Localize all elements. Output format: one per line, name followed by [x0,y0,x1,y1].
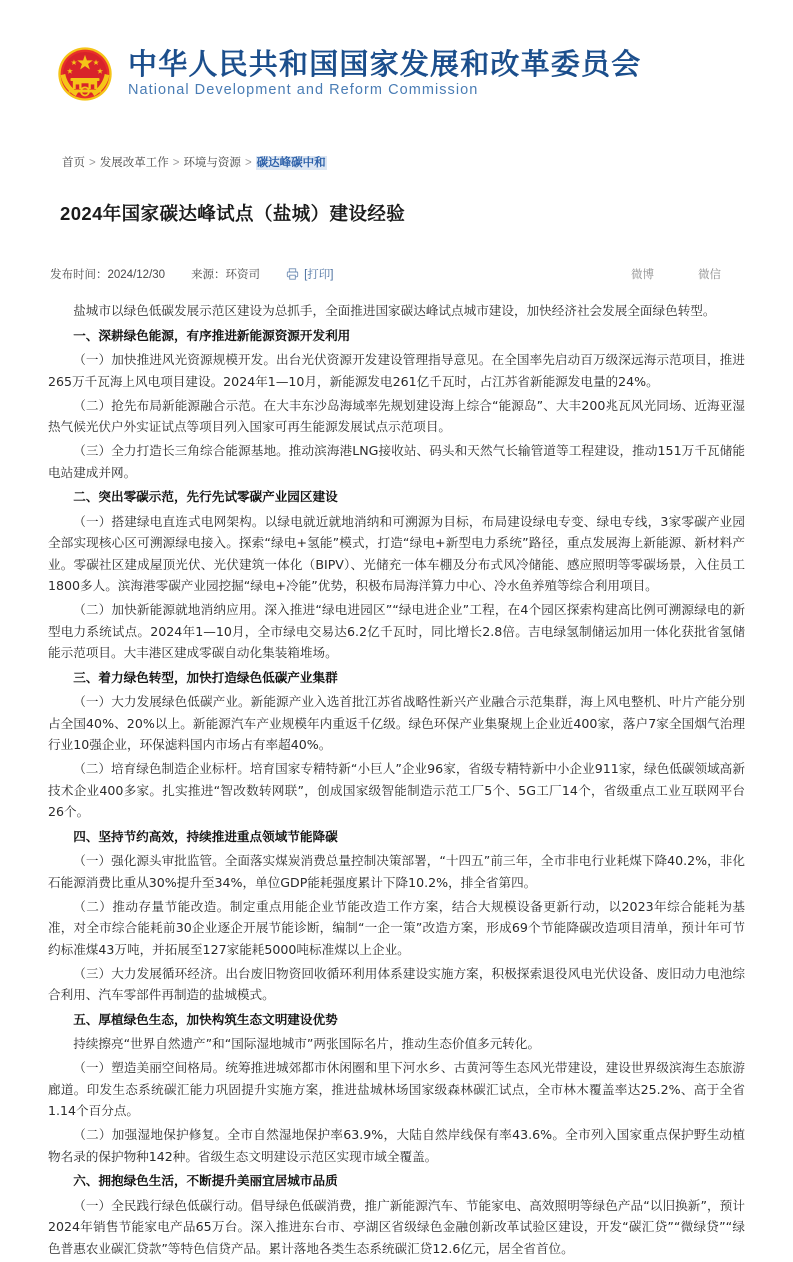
share-links [631,266,743,282]
paragraph: （一）强化源头审批监管。全面落实煤炭消费总量控制决策部署，“十四五”前三年，全市非电行业耗煤下降40.2%，非化石能源消费比重从30%提升至34%，单位GDP能耗强度累计下降10.2%，排全省第四。 [48,853,745,890]
paragraph: （一）塑造美丽空间格局。统筹推进城郊都市休闲圈和里下河水乡、古黄河等生态风光带建设，建设世界级滨海生态旅游廊道。印发生态系统碳汇能力巩固提升实施方案，推进盐城林场国家级森林碳汇试点，全市林木覆盖率达25.2%、高于全省1.14个百分点。 [48,1060,745,1118]
section-heading: 三、着力绿色转型，加快打造绿色低碳产业集群 [73,669,338,685]
section-heading: 六、拥抱绿色生活，不断提升美丽宜居城市品质 [73,1173,338,1188]
paragraph: （二）加快新能源就地消纳应用。深入推进“绿电进园区”“绿电进企业”工程，在4个园区探索构建高比例可溯源绿电的新型电力系统试点。2024年1—10月，全市绿电交易达6.2亿千瓦时，同比增长2.8倍。吉电绿氢制储运加用一体化获批省氢储能示范项目。大丰港区建成零碳自动化集装箱堆场。 [48,602,745,660]
org-name-en: National Development and Reform Commission [128,82,479,99]
breadcrumb-separator: > [172,157,180,169]
share-wechat[interactable]: 微信 [698,269,721,281]
content-wrapper [40,148,753,1259]
breadcrumb-item-3[interactable]: 碳达峰碳中和 [256,157,326,169]
paragraph: （二）抢先布局新能源融合示范。在大丰东沙岛海域率先规划建设海上综合“能源岛”、大丰200兆瓦风光同场、近海亚湿热气候光伏户外实证试点等项目列入国家可再生能源发展试点示范项目。 [48,397,745,434]
publish-time: 发布时间：2024/12/30 [50,269,166,281]
paragraph: （一）大力发展绿色低碳产业。新能源产业入选首批江苏省战略性新兴产业融合示范集群，海上风电整机、叶片产能分别占全国40%、20%以上。新能源汽车产业规模年内重返千亿级。绿色环保产业集聚规上企业近400家，落户7家全国烟气治理行业10强企业，环保滤料国内市场占有率超40%。 [48,694,745,752]
lead-paragraph: 盐城市以绿色低碳发展示范区建设为总抓手，全面推进国家碳达峰试点城市建设，加快经济社会发展全面绿色转型。 [73,303,716,318]
print-button[interactable] [286,266,333,282]
article-body [42,300,751,1259]
paragraph: （二）加强湿地保护修复。全市自然湿地保护率63.9%，大陆自然岸线保有率43.6%。全市列入国家重点保护野生动植物名录的保护物种142种。省级生态文明建设示范区实现市域全覆盖。 [48,1127,745,1164]
site-logo[interactable] [56,45,641,103]
breadcrumb-item-1[interactable]: 发展改革工作 [99,157,169,169]
section-heading: 四、坚持节约高效，持续推进重点领域节能降碳 [73,828,338,844]
share-weibo[interactable]: 微博 [631,269,654,281]
paragraph: （二）推动存量节能改造。制定重点用能企业节能改造工作方案，结合大规模设备更新行动，以2023年综合能耗为基准，对全市综合能耗前30企业逐企开展节能诊断，编制“一企一策”改造方案，形成69个节能降碳改造项目清单，预计年可节约标准煤43万吨，并拓展至127家能耗5000吨标准煤以上企业。 [48,898,745,957]
breadcrumb-item-2[interactable]: 环境与资源 [183,157,241,169]
site-logo-text [128,47,642,99]
article-meta-bar [42,264,751,284]
section-heading: 五、厚植绿色生态，加快构筑生态文明建设优势 [73,1011,338,1027]
article-source: 来源：环资司 [191,269,261,281]
breadcrumb [42,148,751,172]
paragraph: 持续擦亮“世界自然遗产”和“国际湿地城市”两张国际名片，推动生态价值多元转化。 [73,1036,541,1051]
breadcrumb-separator: > [244,157,252,169]
paragraph: （三）全力打造长三角综合能源基地。推动滨海港LNG接收站、码头和天然气长输管道等工程建设，推动151万千瓦储能电站建成并网。 [48,443,745,480]
printer-icon [286,268,299,280]
org-name-cn: 中华人民共和国国家发展和改革委员会 [128,47,642,82]
paragraph: （一）加快推进风光资源规模开发。出台光伏资源开发建设管理指导意见。在全国率先启动百万级深远海示范项目，推进265万千瓦海上风电项目建设。2024年1—10月，新能源发电261亿千瓦时，占江苏省新能源发电量的24%。 [48,352,745,389]
paragraph: （三）大力发展循环经济。出台废旧物资回收循环利用体系建设实施方案，积极探索退役风电光伏设备、废旧动力电池综合利用、汽车零部件再制造的盐城模式。 [48,965,745,1002]
print-label: [打印] [304,269,334,281]
article-meta-left [50,266,333,282]
paragraph: （一）搭建绿电直连式电网架构。以绿电就近就地消纳和可溯源为目标，布局建设绿电专变、绿电专线，3家零碳产业园全部实现核心区可溯源绿电接入。探索“绿电+氢能”模式，打造“绿电+新型电力系统”路径，重点发展海上新能源、新材料产业。零碳社区建成屋顶光伏、光伏建筑一体化（BIPV）、光储充一体车棚及分布式风冷储能、感应照明等零碳场景，入住员工1800多人。滨海港零碳产业园挖掘“绿电+冷能”优势，积极布局海洋算力中心、冷水鱼养殖等综合利用项目。 [48,513,745,593]
page-title: 2024年国家碳达峰试点（盐城）建设经验 [60,203,406,224]
paragraph: （二）培育绿色制造企业标杆。培育国家专精特新“小巨人”企业96家，省级专精特新中小企业911家，绿色低碳领域高新技术企业400多家。扎实推进“智改数转网联”，创成国家级智能制造示范工厂5个、5G工厂14个，省级重点工业互联网平台26个。 [48,761,745,819]
paragraph: （一）全民践行绿色低碳行动。倡导绿色低碳消费，推广新能源汽车、节能家电、高效照明等绿色产品“以旧换新”，预计2024年销售节能家电产品65万台。深入推进东台市、亭湖区省级绿色金融创新改革试验区建设，开发“碳汇贷”“微绿贷”“绿色普惠农业碳汇贷款”等特色信贷产品。累计落地各类生态系统碳汇贷12.6亿元，居全省首位。 [48,1197,745,1256]
national-emblem-icon [56,45,114,103]
site-header [0,0,793,148]
section-heading: 一、深耕绿色能源，有序推进新能源资源开发利用 [73,327,351,343]
section-heading: 二、突出零碳示范，先行先试零碳产业园区建设 [73,489,338,504]
breadcrumb-separator: > [89,157,96,169]
breadcrumb-item-0[interactable]: 首页 [62,157,85,169]
